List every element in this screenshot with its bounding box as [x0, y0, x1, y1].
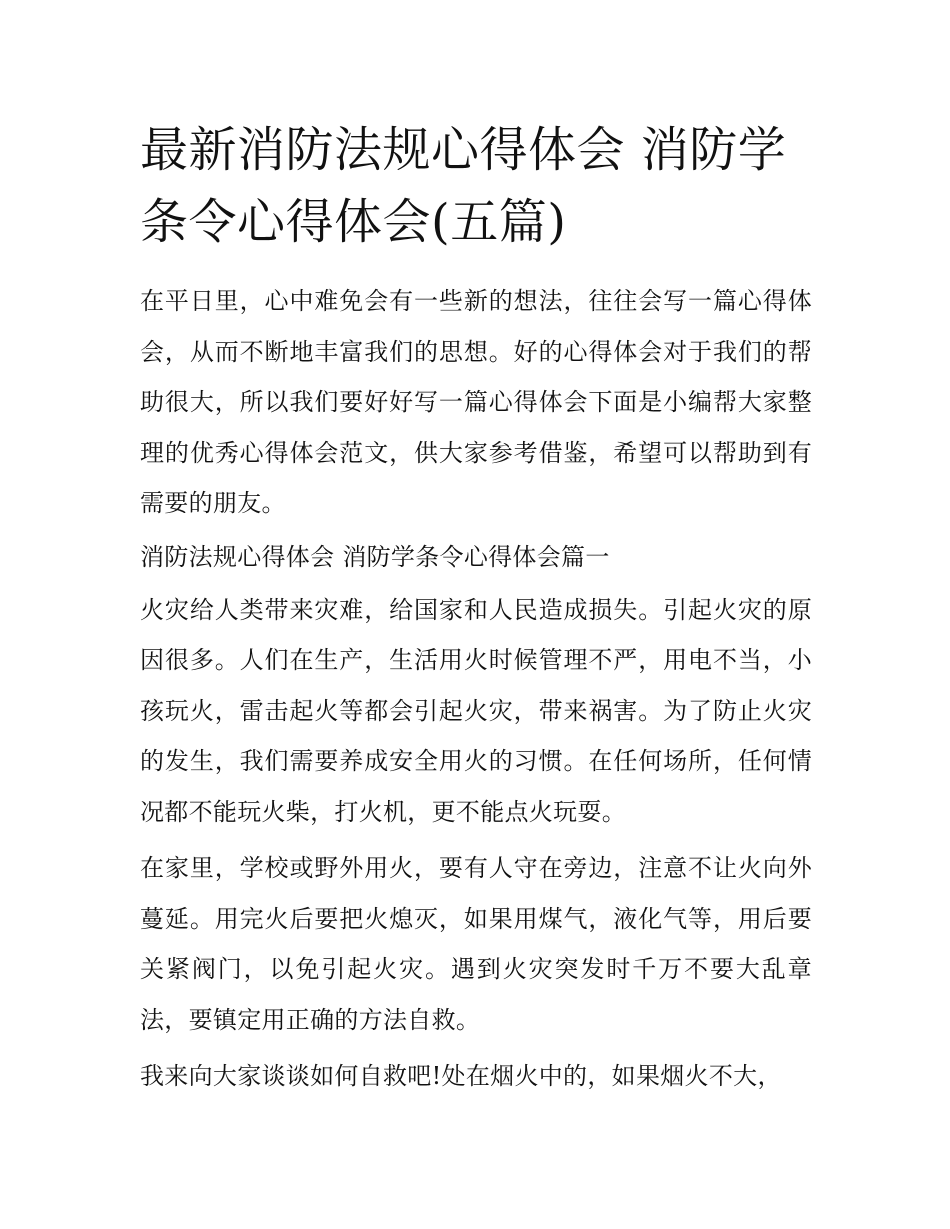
intro-paragraph: 在平日里，心中难免会有一些新的想法，往往会写一篇心得体会，从而不断地丰富我们的思想。好的心得体会对于我们的帮助很大，所以我们要好好写一篇心得体会下面是小编帮大家整理的优秀心得体会范文，供大家参考借鉴，希望可以帮助到有需要的朋友。 — [140, 287, 812, 517]
body-paragraph-1: 火灾给人类带来灾难，给国家和人民造成损失。引起火灾的原因很多。人们在生产，生活用火时候管理不严，用电不当，小孩玩火，雷击起火等都会引起火灾，带来祸害。为了防止火灾的发生，我们需要养成安全用火的习惯。在任何场所，任何情况都不能玩火柴，打火机，更不能点火玩耍。 — [140, 595, 812, 826]
body-paragraph-3: 我来向大家谈谈如何自救吧!处在烟火中的，如果烟火不大， — [140, 1062, 782, 1090]
body-paragraph-2: 在家里，学校或野外用火，要有人守在旁边，注意不让火向外蔓延。用完火后要把火熄灭，如果用煤气，液化气等，用后要关紧阀门，以免引起火灾。遇到火灾突发时千万不要大乱章法，要镇定用正确的方法自救。 — [140, 854, 812, 1034]
document-title: 最新消防法规心得体会 消防学条令心得体会(五篇) — [140, 122, 787, 250]
section-heading: 消防法规心得体会 消防学条令心得体会篇一 — [140, 542, 610, 571]
document-body — [140, 276, 812, 1108]
